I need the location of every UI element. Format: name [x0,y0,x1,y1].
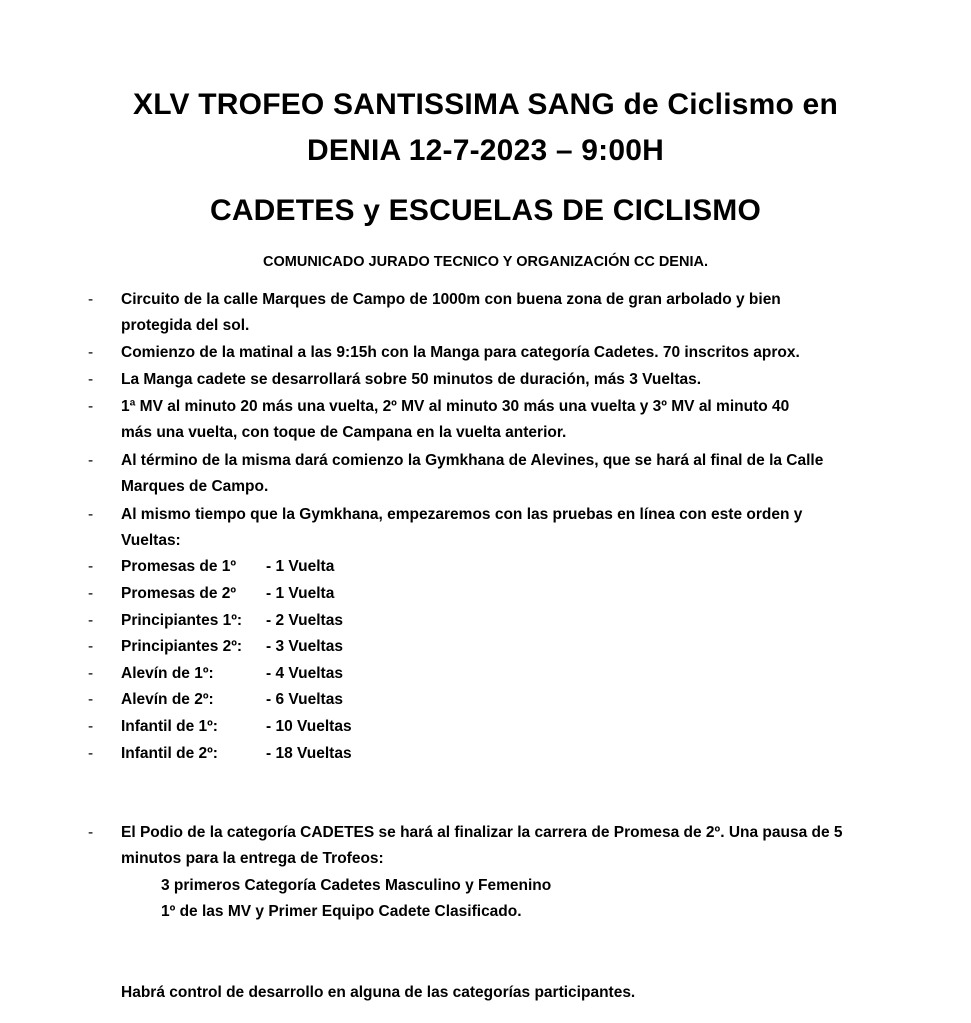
category-name: Alevín de 2º: [121,691,214,708]
bullet-dash: - [88,344,94,361]
award-line: 3 primeros Categoría Cadetes Masculino y Femenino [161,877,552,894]
bullet-dash: - [88,585,94,602]
list-item-text: Circuito de la calle Marques de Campo de 1000m con buena zona de gran arbolado y bien [121,291,781,308]
category-name: Principiantes 2º: [121,638,243,655]
category-laps: - 10 Vueltas [266,718,352,735]
list-item-text: Al término de la misma dará comienzo la Gymkhana de Alevines, que se hará al final de la Calle [121,452,824,469]
list-item-continuation: Marques de Campo. [121,478,269,495]
category-laps: - 18 Vueltas [266,745,352,762]
category-laps: - 1 Vuelta [266,558,335,575]
category-laps: - 1 Vuelta [266,585,335,602]
category-name: Infantil de 1º: [121,718,218,735]
subtitle: COMUNICADO JURADO TECNICO Y ORGANIZACIÓN CC DENIA. [263,254,708,270]
award-line: 1º de las MV y Primer Equipo Cadete Clasificado. [161,903,522,920]
footer-note: Habrá control de desarrollo en alguna de las categorías participantes. [121,984,636,1001]
bullet-dash: - [88,665,94,682]
bullet-dash: - [88,691,94,708]
list-item-text: Comienzo de la matinal a las 9:15h con la Manga para categoría Cadetes. 70 inscritos aprox. [121,344,800,361]
title-line-3: CADETES y ESCUELAS DE CICLISMO [209,194,762,227]
title-line-1: XLV TROFEO SANTISSIMA SANG de Ciclismo en [133,88,838,121]
list-item-text: Al mismo tiempo que la Gymkhana, empezaremos con las pruebas en línea con este orden y [121,506,803,523]
category-laps: - 2 Vueltas [266,612,343,629]
category-name: Alevín de 1º: [121,665,214,682]
bullet-dash: - [88,612,94,629]
list-item-continuation: Vueltas: [121,532,181,549]
bullet-dash: - [88,558,94,575]
podium-text: El Podio de la categoría CADETES se hará al finalizar la carrera de Promesa de 2º. Una pausa de 5 [121,824,843,841]
bullet-dash: - [88,745,94,762]
bullet-dash: - [88,506,94,523]
category-name: Promesas de 1º [121,558,237,575]
list-item-continuation: más una vuelta, con toque de Campana en la vuelta anterior. [121,424,567,441]
category-name: Principiantes 1º: [121,612,243,629]
category-name: Infantil de 2º: [121,745,218,762]
bullet-dash: - [88,638,94,655]
category-name: Promesas de 2º [121,585,237,602]
category-laps: - 4 Vueltas [266,665,343,682]
category-laps: - 3 Vueltas [266,638,343,655]
bullet-dash: - [88,371,94,388]
bullet-dash: - [88,824,94,841]
podium-continuation: minutos para la entrega de Trofeos: [121,850,384,867]
bullet-dash: - [88,291,94,308]
category-laps: - 6 Vueltas [266,691,343,708]
bullet-dash: - [88,718,94,735]
title-line-2: DENIA 12-7-2023 – 9:00H [307,134,664,167]
list-item-continuation: protegida del sol. [121,317,250,334]
list-item-text: 1ª MV al minuto 20 más una vuelta, 2º MV al minuto 30 más una vuelta y 3º MV al minuto 40 [121,398,790,415]
list-item-text: La Manga cadete se desarrollará sobre 50 minutos de duración, más 3 Vueltas. [121,371,702,388]
bullet-dash: - [88,398,94,415]
bullet-dash: - [88,452,94,469]
